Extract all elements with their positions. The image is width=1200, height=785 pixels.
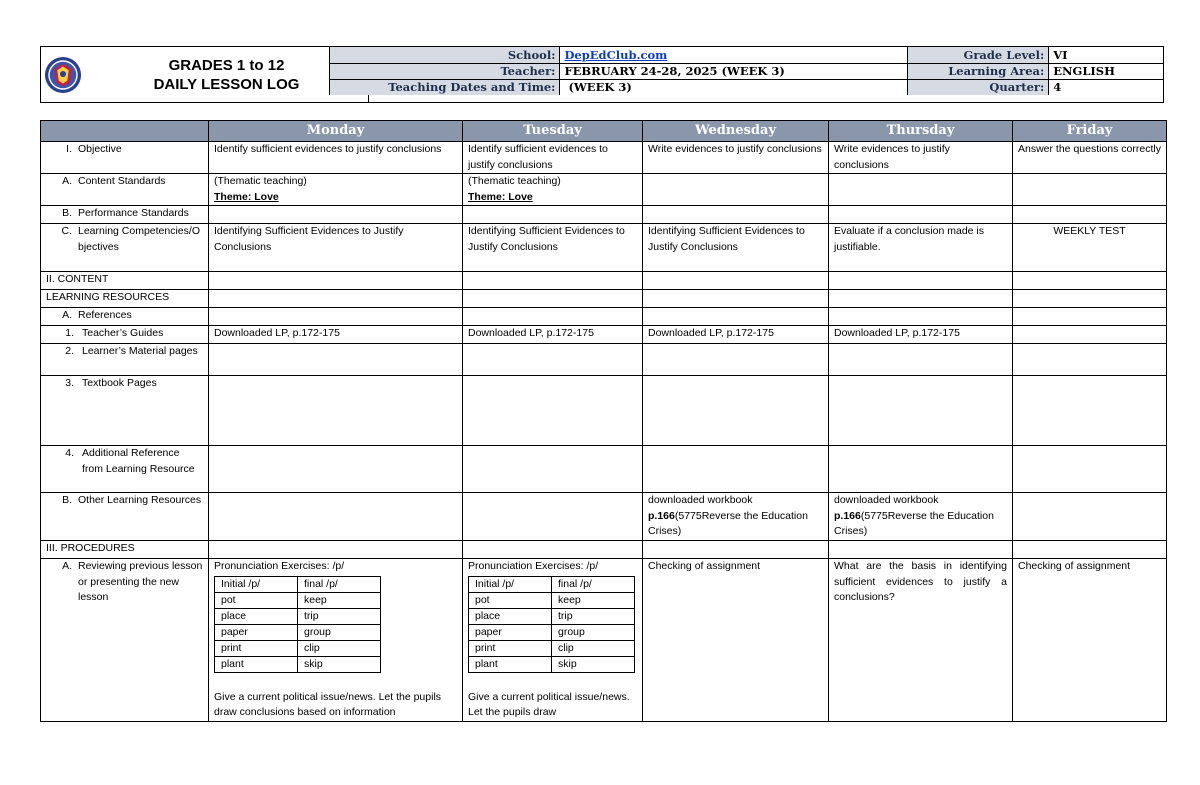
teachers-guides-tuesday: Downloaded LP, p.172-175 (463, 326, 643, 344)
reviewing-wednesday: Checking of assignment (643, 559, 829, 722)
final-p-word: trip (552, 608, 635, 624)
reviewing-tuesday (463, 559, 643, 722)
performance-standards-wednesday (643, 206, 829, 224)
procedures-wednesday (643, 541, 829, 559)
pronunciation-row (215, 592, 381, 608)
performance-standards-label-cell (41, 206, 209, 224)
references-thursday (829, 308, 1013, 326)
pronunciation-row (469, 608, 635, 624)
objective-wednesday: Write evidences to justify conclusions (643, 142, 829, 174)
initial-p-header: Initial /p/ (215, 576, 298, 592)
pronunciation-row (469, 656, 635, 672)
quarter-label: Quarter: (907, 79, 1049, 95)
grade-level-label: Grade Level: (907, 47, 1049, 63)
other-resources-tuesday (463, 493, 643, 541)
learning-resources-wednesday (643, 290, 829, 308)
pronunciation-title: Pronunciation Exercises: /p/ (468, 560, 599, 572)
objective-tuesday: Identify sufficient evidences to justify conclusions (463, 142, 643, 174)
other-resources-monday (209, 493, 463, 541)
row-number: A. (62, 309, 72, 321)
initial-p-word: paper (469, 624, 552, 640)
textbook-pages-tuesday (463, 376, 643, 446)
learning-resources-friday (1013, 290, 1167, 308)
political-issue-text: Give a current political issue/news. Let the pupils draw (468, 690, 630, 718)
learners-material-monday (209, 344, 463, 376)
pronunciation-header-row (215, 576, 381, 592)
initial-p-word: place (215, 608, 298, 624)
content-standards-wednesday (643, 174, 829, 206)
final-p-word: clip (552, 640, 635, 656)
content-tuesday (463, 272, 643, 290)
initial-p-header: Initial /p/ (469, 576, 552, 592)
days-header-row (41, 121, 1167, 142)
school-link[interactable]: DepEdClub.com (564, 47, 668, 62)
procedures-thursday (829, 541, 1013, 559)
objective-label-cell (41, 142, 209, 174)
pronunciation-row (215, 608, 381, 624)
procedures-friday (1013, 541, 1167, 559)
initial-p-word: pot (215, 592, 298, 608)
day-header-tuesday: Tuesday (463, 121, 643, 142)
corner-header-cell (41, 121, 209, 142)
additional-reference-wednesday (643, 446, 829, 493)
teachers-guides-thursday: Downloaded LP, p.172-175 (829, 326, 1013, 344)
content-standards-thursday (829, 174, 1013, 206)
objective-friday: Answer the questions correctly (1013, 142, 1167, 174)
thematic-teaching-text: (Thematic teaching) (214, 175, 307, 187)
row-number: A. (62, 175, 72, 187)
initial-p-word: plant (469, 656, 552, 672)
final-p-word: keep (298, 592, 381, 608)
day-header-thursday: Thursday (829, 121, 1013, 142)
learners-material-tuesday (463, 344, 643, 376)
other-resources-thursday (829, 493, 1013, 541)
learning-resources-monday (209, 290, 463, 308)
reviewing-friday: Checking of assignment (1013, 559, 1167, 722)
pronunciation-row (215, 640, 381, 656)
competencies-monday: Identifying Sufficient Evidences to Justify Conclusions (209, 224, 463, 272)
learning-resources-tuesday (463, 290, 643, 308)
theme-text: Theme: Love (214, 190, 279, 203)
deped-seal-cell (41, 47, 85, 102)
additional-reference-friday (1013, 446, 1167, 493)
final-p-word: trip (298, 608, 381, 624)
objective-thursday: Write evidences to justify conclusions (829, 142, 1013, 174)
competencies-row (41, 224, 1167, 272)
theme-text: Theme: Love (468, 190, 533, 203)
final-p-header: final /p/ (552, 576, 635, 592)
school-label: School: (330, 47, 560, 63)
competencies-label-cell (41, 224, 209, 272)
initial-p-word: plant (215, 656, 298, 672)
lesson-plan-table (40, 120, 1167, 722)
teachers-guides-row (41, 326, 1167, 344)
title-line-1: GRADES 1 to 12 (168, 56, 285, 74)
header-info-table (329, 47, 1163, 95)
pronunciation-row (215, 624, 381, 640)
pronunciation-row (215, 656, 381, 672)
competencies-tuesday: Identifying Sufficient Evidences to Justify Conclusions (463, 224, 643, 272)
row-number: C. (61, 225, 72, 237)
competencies-thursday: Evaluate if a conclusion made is justifiable. (829, 224, 1013, 272)
content-standards-friday (1013, 174, 1167, 206)
workbook-text: downloaded workbook (648, 494, 753, 506)
content-friday (1013, 272, 1167, 290)
final-p-word: skip (552, 656, 635, 672)
final-p-word: skip (298, 656, 381, 672)
row-label: Reviewing previous lesson or presenting the new lesson (78, 560, 203, 603)
content-thursday (829, 272, 1013, 290)
additional-reference-label-cell (41, 446, 209, 493)
additional-reference-monday (209, 446, 463, 493)
row-number: A. (62, 560, 72, 572)
document-title (85, 47, 369, 102)
row-number: 3. (65, 377, 74, 389)
objective-row (41, 142, 1167, 174)
learners-material-row (41, 344, 1167, 376)
final-p-word: clip (298, 640, 381, 656)
learning-area-label: Learning Area: (907, 63, 1049, 79)
lesson-log-header (40, 46, 1164, 103)
day-header-friday: Friday (1013, 121, 1167, 142)
content-standards-monday (209, 174, 463, 206)
performance-standards-row (41, 206, 1167, 224)
pronunciation-table (468, 576, 635, 673)
references-friday (1013, 308, 1167, 326)
textbook-pages-friday (1013, 376, 1167, 446)
other-resources-row (41, 493, 1167, 541)
workbook-page: p.166 (648, 509, 675, 522)
performance-standards-monday (209, 206, 463, 224)
content-wednesday (643, 272, 829, 290)
workbook-page: p.166 (834, 509, 861, 522)
content-row (41, 272, 1167, 290)
reviewing-label-cell (41, 559, 209, 722)
reviewing-row (41, 559, 1167, 722)
textbook-pages-wednesday (643, 376, 829, 446)
content-standards-label-cell (41, 174, 209, 206)
row-label: Learning Competencies/Objectives (78, 225, 200, 253)
title-line-2: DAILY LESSON LOG (153, 75, 300, 93)
row-label: Other Learning Resources (78, 494, 202, 506)
pronunciation-row (469, 592, 635, 608)
day-header-wednesday: Wednesday (643, 121, 829, 142)
teachers-guides-friday (1013, 326, 1167, 344)
pronunciation-header-row (469, 576, 635, 592)
teachers-guides-monday: Downloaded LP, p.172-175 (209, 326, 463, 344)
textbook-pages-monday (209, 376, 463, 446)
reviewing-monday (209, 559, 463, 722)
learning-area-value: ENGLISH (1049, 63, 1163, 79)
teaching-dates-value: (WEEK 3) (560, 79, 907, 95)
row-label: Objective (78, 143, 122, 155)
content-standards-tuesday (463, 174, 643, 206)
row-label: Performance Standards (78, 207, 189, 219)
performance-standards-friday (1013, 206, 1167, 224)
procedures-monday (209, 541, 463, 559)
references-row (41, 308, 1167, 326)
procedures-row (41, 541, 1167, 559)
row-label: Textbook Pages (82, 377, 157, 389)
pronunciation-title: Pronunciation Exercises: /p/ (214, 560, 345, 572)
pronunciation-row (469, 624, 635, 640)
references-label-cell (41, 308, 209, 326)
teaching-dates-label: Teaching Dates and Time: (330, 79, 560, 95)
row-number: 1. (65, 327, 74, 339)
teacher-value: FEBRUARY 24-28, 2025 (WEEK 3) (560, 63, 907, 79)
textbook-pages-label-cell (41, 376, 209, 446)
row-label: References (78, 309, 132, 321)
grade-level-value: VI (1049, 47, 1163, 63)
learners-material-label-cell (41, 344, 209, 376)
row-number: B. (62, 494, 72, 506)
learners-material-friday (1013, 344, 1167, 376)
workbook-title: (5775Reverse the Education Crises) (648, 509, 808, 537)
row-number: 4. (65, 447, 74, 459)
teachers-guides-label-cell (41, 326, 209, 344)
objective-monday: Identify sufficient evidences to justify conclusions (209, 142, 463, 174)
row-label: Learner’s Material pages (82, 345, 198, 357)
row-label: Content Standards (78, 175, 166, 187)
reviewing-thursday: What are the basis in identifying sufficient evidences to justify a conclusions? (829, 559, 1013, 722)
workbook-title: (5775Reverse the Education Crises) (834, 509, 994, 537)
row-number: I. (66, 143, 72, 155)
teacher-label: Teacher: (330, 63, 560, 79)
other-resources-label-cell (41, 493, 209, 541)
competencies-wednesday: Identifying Sufficient Evidences to Justify Conclusions (643, 224, 829, 272)
content-monday (209, 272, 463, 290)
learning-resources-thursday (829, 290, 1013, 308)
row-label: Additional Reference from Learning Resource (82, 447, 195, 475)
references-wednesday (643, 308, 829, 326)
additional-reference-row (41, 446, 1167, 493)
textbook-pages-thursday (829, 376, 1013, 446)
row-number: 2. (65, 345, 74, 357)
initial-p-word: place (469, 608, 552, 624)
competencies-friday: WEEKLY TEST (1013, 224, 1167, 272)
references-tuesday (463, 308, 643, 326)
procedures-tuesday (463, 541, 643, 559)
initial-p-word: pot (469, 592, 552, 608)
pronunciation-row (469, 640, 635, 656)
row-number: B. (62, 207, 72, 219)
content-label: II. CONTENT (41, 272, 209, 290)
procedures-label: III. PROCEDURES (41, 541, 209, 559)
deped-seal-icon (44, 56, 82, 94)
initial-p-word: print (215, 640, 298, 656)
initial-p-word: paper (215, 624, 298, 640)
row-label: Teacher’s Guides (82, 327, 164, 339)
quarter-value: 4 (1049, 79, 1163, 95)
teachers-guides-wednesday: Downloaded LP, p.172-175 (643, 326, 829, 344)
performance-standards-thursday (829, 206, 1013, 224)
performance-standards-tuesday (463, 206, 643, 224)
other-resources-wednesday (643, 493, 829, 541)
textbook-pages-row (41, 376, 1167, 446)
references-monday (209, 308, 463, 326)
thematic-teaching-text: (Thematic teaching) (468, 175, 561, 187)
workbook-text: downloaded workbook (834, 494, 939, 506)
final-p-header: final /p/ (298, 576, 381, 592)
political-issue-text: Give a current political issue/news. Let the pupils draw conclusions based on information (214, 690, 442, 718)
learning-resources-label: LEARNING RESOURCES (41, 290, 209, 308)
day-header-monday: Monday (209, 121, 463, 142)
other-resources-friday (1013, 493, 1167, 541)
final-p-word: group (298, 624, 381, 640)
school-value (560, 47, 907, 63)
learners-material-thursday (829, 344, 1013, 376)
content-standards-row (41, 174, 1167, 206)
learners-material-wednesday (643, 344, 829, 376)
learning-resources-row (41, 290, 1167, 308)
pronunciation-table (214, 576, 381, 673)
initial-p-word: print (469, 640, 552, 656)
additional-reference-thursday (829, 446, 1013, 493)
final-p-word: keep (552, 592, 635, 608)
additional-reference-tuesday (463, 446, 643, 493)
final-p-word: group (552, 624, 635, 640)
